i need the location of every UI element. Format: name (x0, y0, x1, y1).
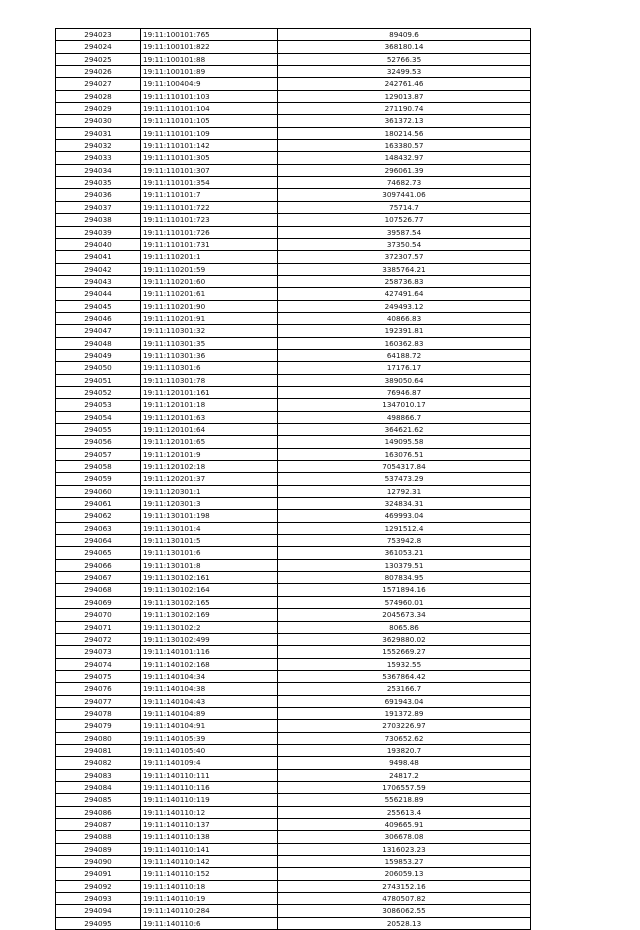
row-number-cell: 294080 (56, 732, 141, 744)
cadastral-value-cell: 180214.56 (278, 127, 531, 139)
table-row (56, 411, 531, 423)
cadastral-value-cell: 8065.86 (278, 621, 531, 633)
row-number-cell: 294063 (56, 522, 141, 534)
cadastral-number-cell: 19:11:140110:119 (141, 794, 278, 806)
row-number-cell: 294042 (56, 263, 141, 275)
table-row (56, 424, 531, 436)
row-number-cell: 294030 (56, 115, 141, 127)
cadastral-number-cell: 19:11:120301:1 (141, 485, 278, 497)
cadastral-value-cell: 12792.31 (278, 485, 531, 497)
cadastral-number-cell: 19:11:140105:40 (141, 744, 278, 756)
cadastral-number-cell: 19:11:110101:726 (141, 226, 278, 238)
row-number-cell: 294027 (56, 78, 141, 90)
cadastral-value-cell: 24817.2 (278, 769, 531, 781)
cadastral-number-cell: 19:11:130101:8 (141, 559, 278, 571)
table-row (56, 856, 531, 868)
row-number-cell: 294051 (56, 374, 141, 386)
table-row (56, 226, 531, 238)
row-number-cell: 294048 (56, 337, 141, 349)
row-number-cell: 294065 (56, 547, 141, 559)
cadastral-number-cell: 19:11:110301:78 (141, 374, 278, 386)
table-row (56, 78, 531, 90)
table-row (56, 732, 531, 744)
row-number-cell: 294090 (56, 856, 141, 868)
row-number-cell: 294084 (56, 781, 141, 793)
cadastral-value-cell: 368180.14 (278, 41, 531, 53)
cadastral-value-cell: 2743152.16 (278, 880, 531, 892)
cadastral-number-cell: 19:11:120101:63 (141, 411, 278, 423)
row-number-cell: 294041 (56, 251, 141, 263)
row-number-cell: 294067 (56, 572, 141, 584)
row-number-cell: 294046 (56, 312, 141, 324)
cadastral-value-cell: 37350.54 (278, 238, 531, 250)
cadastral-number-cell: 19:11:110301:6 (141, 362, 278, 374)
cadastral-value-cell: 574960.01 (278, 596, 531, 608)
row-number-cell: 294023 (56, 29, 141, 41)
cadastral-value-cell: 409665.91 (278, 819, 531, 831)
table-row (56, 300, 531, 312)
table-row (56, 288, 531, 300)
cadastral-value-cell: 75714.7 (278, 201, 531, 213)
cadastral-number-cell: 19:11:100101:89 (141, 66, 278, 78)
row-number-cell: 294055 (56, 424, 141, 436)
table-row (56, 868, 531, 880)
cadastral-value-cell: 193820.7 (278, 744, 531, 756)
table-row (56, 66, 531, 78)
cadastral-value-cell: 159853.27 (278, 856, 531, 868)
row-number-cell: 294076 (56, 683, 141, 695)
table-row (56, 794, 531, 806)
table-row (56, 127, 531, 139)
cadastral-number-cell: 19:11:110301:36 (141, 349, 278, 361)
cadastral-number-cell: 19:11:110101:103 (141, 90, 278, 102)
table-row (56, 337, 531, 349)
cadastral-value-cell: 1316023.23 (278, 843, 531, 855)
cadastral-number-cell: 19:11:100101:822 (141, 41, 278, 53)
cadastral-value-cell: 160362.83 (278, 337, 531, 349)
cadastral-number-cell: 19:11:110101:722 (141, 201, 278, 213)
table-row (56, 275, 531, 287)
cadastral-value-cell: 4780507.82 (278, 893, 531, 905)
cadastral-number-cell: 19:11:110301:35 (141, 337, 278, 349)
row-number-cell: 294070 (56, 609, 141, 621)
cadastral-number-cell: 19:11:140110:152 (141, 868, 278, 880)
cadastral-number-cell: 19:11:110201:90 (141, 300, 278, 312)
table-row (56, 572, 531, 584)
cadastral-number-cell: 19:11:140110:19 (141, 893, 278, 905)
cadastral-value-cell: 730652.62 (278, 732, 531, 744)
row-number-cell: 294089 (56, 843, 141, 855)
table-row (56, 436, 531, 448)
table-row (56, 559, 531, 571)
table-row (56, 386, 531, 398)
table-row (56, 757, 531, 769)
row-number-cell: 294078 (56, 707, 141, 719)
cadastral-number-cell: 19:11:140110:116 (141, 781, 278, 793)
row-number-cell: 294031 (56, 127, 141, 139)
row-number-cell: 294064 (56, 535, 141, 547)
table-row (56, 115, 531, 127)
cadastral-number-cell: 19:11:140110:18 (141, 880, 278, 892)
row-number-cell: 294049 (56, 349, 141, 361)
cadastral-value-cell: 249493.12 (278, 300, 531, 312)
cadastral-value-cell: 64188.72 (278, 349, 531, 361)
table-row (56, 374, 531, 386)
row-number-cell: 294026 (56, 66, 141, 78)
row-number-cell: 294092 (56, 880, 141, 892)
table-row (56, 53, 531, 65)
table-body (56, 29, 531, 930)
table-row (56, 547, 531, 559)
cadastral-number-cell: 19:11:140101:116 (141, 646, 278, 658)
cadastral-number-cell: 19:11:140104:43 (141, 695, 278, 707)
cadastral-value-table (55, 28, 531, 930)
cadastral-number-cell: 19:11:130101:198 (141, 510, 278, 522)
cadastral-number-cell: 19:11:110201:91 (141, 312, 278, 324)
table-row (56, 510, 531, 522)
row-number-cell: 294052 (56, 386, 141, 398)
cadastral-value-cell: 163380.57 (278, 140, 531, 152)
row-number-cell: 294077 (56, 695, 141, 707)
table-row (56, 819, 531, 831)
cadastral-value-cell: 130379.51 (278, 559, 531, 571)
cadastral-number-cell: 19:11:120101:9 (141, 448, 278, 460)
table-row (56, 720, 531, 732)
cadastral-value-cell: 1347010.17 (278, 399, 531, 411)
cadastral-value-cell: 52766.35 (278, 53, 531, 65)
cadastral-number-cell: 19:11:110101:723 (141, 214, 278, 226)
cadastral-value-cell: 74682.73 (278, 177, 531, 189)
table-row (56, 325, 531, 337)
cadastral-value-cell: 306678.08 (278, 831, 531, 843)
cadastral-number-cell: 19:11:140104:91 (141, 720, 278, 732)
cadastral-value-cell: 389050.64 (278, 374, 531, 386)
cadastral-number-cell: 19:11:110101:305 (141, 152, 278, 164)
cadastral-value-cell: 1706557.59 (278, 781, 531, 793)
cadastral-value-cell: 372307.57 (278, 251, 531, 263)
cadastral-number-cell: 19:11:130102:164 (141, 584, 278, 596)
table-row (56, 905, 531, 917)
cadastral-number-cell: 19:11:140110:142 (141, 856, 278, 868)
table-row (56, 498, 531, 510)
cadastral-value-cell: 753942.8 (278, 535, 531, 547)
cadastral-value-cell: 271190.74 (278, 103, 531, 115)
table-row (56, 189, 531, 201)
cadastral-value-cell: 149095.58 (278, 436, 531, 448)
table-row (56, 201, 531, 213)
row-number-cell: 294036 (56, 189, 141, 201)
cadastral-number-cell: 19:11:100101:88 (141, 53, 278, 65)
table-row (56, 695, 531, 707)
row-number-cell: 294082 (56, 757, 141, 769)
row-number-cell: 294075 (56, 670, 141, 682)
cadastral-number-cell: 19:11:140105:39 (141, 732, 278, 744)
cadastral-number-cell: 19:11:130102:161 (141, 572, 278, 584)
row-number-cell: 294081 (56, 744, 141, 756)
cadastral-value-cell: 469993.04 (278, 510, 531, 522)
row-number-cell: 294045 (56, 300, 141, 312)
table-row (56, 707, 531, 719)
cadastral-number-cell: 19:11:120201:37 (141, 473, 278, 485)
table-row (56, 769, 531, 781)
cadastral-value-cell: 1552669.27 (278, 646, 531, 658)
row-number-cell: 294073 (56, 646, 141, 658)
cadastral-value-cell: 258736.83 (278, 275, 531, 287)
row-number-cell: 294071 (56, 621, 141, 633)
row-number-cell: 294033 (56, 152, 141, 164)
cadastral-number-cell: 19:11:130101:5 (141, 535, 278, 547)
table-row (56, 362, 531, 374)
cadastral-number-cell: 19:11:110101:307 (141, 164, 278, 176)
cadastral-number-cell: 19:11:130101:6 (141, 547, 278, 559)
cadastral-value-cell: 361053.21 (278, 547, 531, 559)
cadastral-value-cell: 17176.17 (278, 362, 531, 374)
cadastral-number-cell: 19:11:110201:1 (141, 251, 278, 263)
row-number-cell: 294068 (56, 584, 141, 596)
row-number-cell: 294094 (56, 905, 141, 917)
row-number-cell: 294085 (56, 794, 141, 806)
cadastral-value-cell: 76946.87 (278, 386, 531, 398)
cadastral-number-cell: 19:11:130101:4 (141, 522, 278, 534)
cadastral-value-cell: 3097441.06 (278, 189, 531, 201)
table-row (56, 596, 531, 608)
row-number-cell: 294032 (56, 140, 141, 152)
table-row (56, 103, 531, 115)
row-number-cell: 294037 (56, 201, 141, 213)
cadastral-value-cell: 192391.81 (278, 325, 531, 337)
cadastral-value-cell: 537473.29 (278, 473, 531, 485)
row-number-cell: 294062 (56, 510, 141, 522)
table-row (56, 806, 531, 818)
cadastral-value-cell: 40866.83 (278, 312, 531, 324)
table-row (56, 522, 531, 534)
cadastral-value-cell: 39587.54 (278, 226, 531, 238)
cadastral-number-cell: 19:11:100101:765 (141, 29, 278, 41)
cadastral-number-cell: 19:11:140109:4 (141, 757, 278, 769)
cadastral-value-cell: 324834.31 (278, 498, 531, 510)
cadastral-number-cell: 19:11:130102:169 (141, 609, 278, 621)
table-row (56, 399, 531, 411)
cadastral-number-cell: 19:11:140110:141 (141, 843, 278, 855)
table-row (56, 29, 531, 41)
cadastral-number-cell: 19:11:120101:64 (141, 424, 278, 436)
cadastral-value-cell: 7054317.84 (278, 461, 531, 473)
row-number-cell: 294086 (56, 806, 141, 818)
cadastral-number-cell: 19:11:110301:32 (141, 325, 278, 337)
row-number-cell: 294057 (56, 448, 141, 460)
table-row (56, 843, 531, 855)
table-row (56, 251, 531, 263)
table-row (56, 349, 531, 361)
cadastral-number-cell: 19:11:110101:109 (141, 127, 278, 139)
row-number-cell: 294034 (56, 164, 141, 176)
table-row (56, 473, 531, 485)
table-row (56, 609, 531, 621)
row-number-cell: 294044 (56, 288, 141, 300)
row-number-cell: 294066 (56, 559, 141, 571)
table-row (56, 584, 531, 596)
table-row (56, 312, 531, 324)
cadastral-value-cell: 2703226.97 (278, 720, 531, 732)
row-number-cell: 294088 (56, 831, 141, 843)
table-row (56, 633, 531, 645)
cadastral-value-cell: 15932.55 (278, 658, 531, 670)
cadastral-number-cell: 19:11:140110:6 (141, 917, 278, 929)
row-number-cell: 294043 (56, 275, 141, 287)
cadastral-number-cell: 19:11:120102:18 (141, 461, 278, 473)
cadastral-number-cell: 19:11:140110:138 (141, 831, 278, 843)
table-row (56, 448, 531, 460)
table-row (56, 90, 531, 102)
cadastral-number-cell: 19:11:120101:161 (141, 386, 278, 398)
cadastral-number-cell: 19:11:100404:9 (141, 78, 278, 90)
table-row (56, 646, 531, 658)
row-number-cell: 294079 (56, 720, 141, 732)
cadastral-value-cell: 20528.13 (278, 917, 531, 929)
row-number-cell: 294091 (56, 868, 141, 880)
cadastral-value-cell: 691943.04 (278, 695, 531, 707)
table-row (56, 238, 531, 250)
table-row (56, 683, 531, 695)
cadastral-value-cell: 556218.89 (278, 794, 531, 806)
table-row (56, 880, 531, 892)
cadastral-value-cell: 1571894.16 (278, 584, 531, 596)
row-number-cell: 294072 (56, 633, 141, 645)
cadastral-value-cell: 498866.7 (278, 411, 531, 423)
table-row (56, 263, 531, 275)
cadastral-number-cell: 19:11:110101:731 (141, 238, 278, 250)
cadastral-value-cell: 242761.46 (278, 78, 531, 90)
row-number-cell: 294059 (56, 473, 141, 485)
cadastral-value-cell: 206059.13 (278, 868, 531, 880)
table-row (56, 485, 531, 497)
cadastral-number-cell: 19:11:110101:105 (141, 115, 278, 127)
cadastral-number-cell: 19:11:120101:18 (141, 399, 278, 411)
row-number-cell: 294074 (56, 658, 141, 670)
row-number-cell: 294038 (56, 214, 141, 226)
row-number-cell: 294040 (56, 238, 141, 250)
table-row (56, 831, 531, 843)
cadastral-value-cell: 807834.95 (278, 572, 531, 584)
cadastral-value-cell: 148432.97 (278, 152, 531, 164)
table-row (56, 893, 531, 905)
cadastral-value-cell: 364621.62 (278, 424, 531, 436)
cadastral-value-cell: 2045673.34 (278, 609, 531, 621)
cadastral-number-cell: 19:11:120301:3 (141, 498, 278, 510)
row-number-cell: 294083 (56, 769, 141, 781)
cadastral-value-cell: 253166.7 (278, 683, 531, 695)
row-number-cell: 294095 (56, 917, 141, 929)
table-row (56, 535, 531, 547)
table-row (56, 670, 531, 682)
row-number-cell: 294029 (56, 103, 141, 115)
row-number-cell: 294087 (56, 819, 141, 831)
row-number-cell: 294060 (56, 485, 141, 497)
cadastral-number-cell: 19:11:110101:142 (141, 140, 278, 152)
cadastral-number-cell: 19:11:140110:12 (141, 806, 278, 818)
cadastral-value-cell: 1291512.4 (278, 522, 531, 534)
cadastral-number-cell: 19:11:140110:137 (141, 819, 278, 831)
row-number-cell: 294039 (56, 226, 141, 238)
row-number-cell: 294093 (56, 893, 141, 905)
cadastral-value-cell: 89409.6 (278, 29, 531, 41)
row-number-cell: 294035 (56, 177, 141, 189)
cadastral-number-cell: 19:11:140104:34 (141, 670, 278, 682)
table-row (56, 781, 531, 793)
cadastral-value-cell: 163076.51 (278, 448, 531, 460)
cadastral-value-cell: 296061.39 (278, 164, 531, 176)
cadastral-number-cell: 19:11:110101:7 (141, 189, 278, 201)
table-row (56, 214, 531, 226)
cadastral-value-cell: 9498.48 (278, 757, 531, 769)
table-row (56, 41, 531, 53)
cadastral-value-cell: 255613.4 (278, 806, 531, 818)
table-row (56, 152, 531, 164)
cadastral-number-cell: 19:11:110201:59 (141, 263, 278, 275)
row-number-cell: 294054 (56, 411, 141, 423)
row-number-cell: 294047 (56, 325, 141, 337)
row-number-cell: 294058 (56, 461, 141, 473)
cadastral-number-cell: 19:11:120101:65 (141, 436, 278, 448)
cadastral-number-cell: 19:11:140102:168 (141, 658, 278, 670)
cadastral-number-cell: 19:11:110101:354 (141, 177, 278, 189)
cadastral-number-cell: 19:11:140104:89 (141, 707, 278, 719)
row-number-cell: 294061 (56, 498, 141, 510)
table-row (56, 461, 531, 473)
table-row (56, 164, 531, 176)
cadastral-number-cell: 19:11:140110:284 (141, 905, 278, 917)
table-row (56, 917, 531, 929)
cadastral-number-cell: 19:11:110101:104 (141, 103, 278, 115)
table-row (56, 658, 531, 670)
row-number-cell: 294028 (56, 90, 141, 102)
cadastral-value-cell: 427491.64 (278, 288, 531, 300)
cadastral-value-cell: 32499.53 (278, 66, 531, 78)
cadastral-value-cell: 3086062.55 (278, 905, 531, 917)
cadastral-value-cell: 3629880.02 (278, 633, 531, 645)
cadastral-number-cell: 19:11:130102:499 (141, 633, 278, 645)
table-row (56, 177, 531, 189)
row-number-cell: 294053 (56, 399, 141, 411)
row-number-cell: 294025 (56, 53, 141, 65)
cadastral-value-cell: 3385764.21 (278, 263, 531, 275)
cadastral-number-cell: 19:11:110201:61 (141, 288, 278, 300)
row-number-cell: 294050 (56, 362, 141, 374)
table-row (56, 744, 531, 756)
row-number-cell: 294069 (56, 596, 141, 608)
cadastral-value-cell: 107526.77 (278, 214, 531, 226)
table-row (56, 140, 531, 152)
cadastral-value-cell: 361372.13 (278, 115, 531, 127)
row-number-cell: 294056 (56, 436, 141, 448)
cadastral-value-cell: 191372.89 (278, 707, 531, 719)
cadastral-number-cell: 19:11:110201:60 (141, 275, 278, 287)
cadastral-value-cell: 5367864.42 (278, 670, 531, 682)
row-number-cell: 294024 (56, 41, 141, 53)
cadastral-number-cell: 19:11:130102:2 (141, 621, 278, 633)
cadastral-number-cell: 19:11:140104:38 (141, 683, 278, 695)
cadastral-number-cell: 19:11:140110:111 (141, 769, 278, 781)
table-row (56, 621, 531, 633)
cadastral-number-cell: 19:11:130102:165 (141, 596, 278, 608)
cadastral-value-cell: 129013.87 (278, 90, 531, 102)
